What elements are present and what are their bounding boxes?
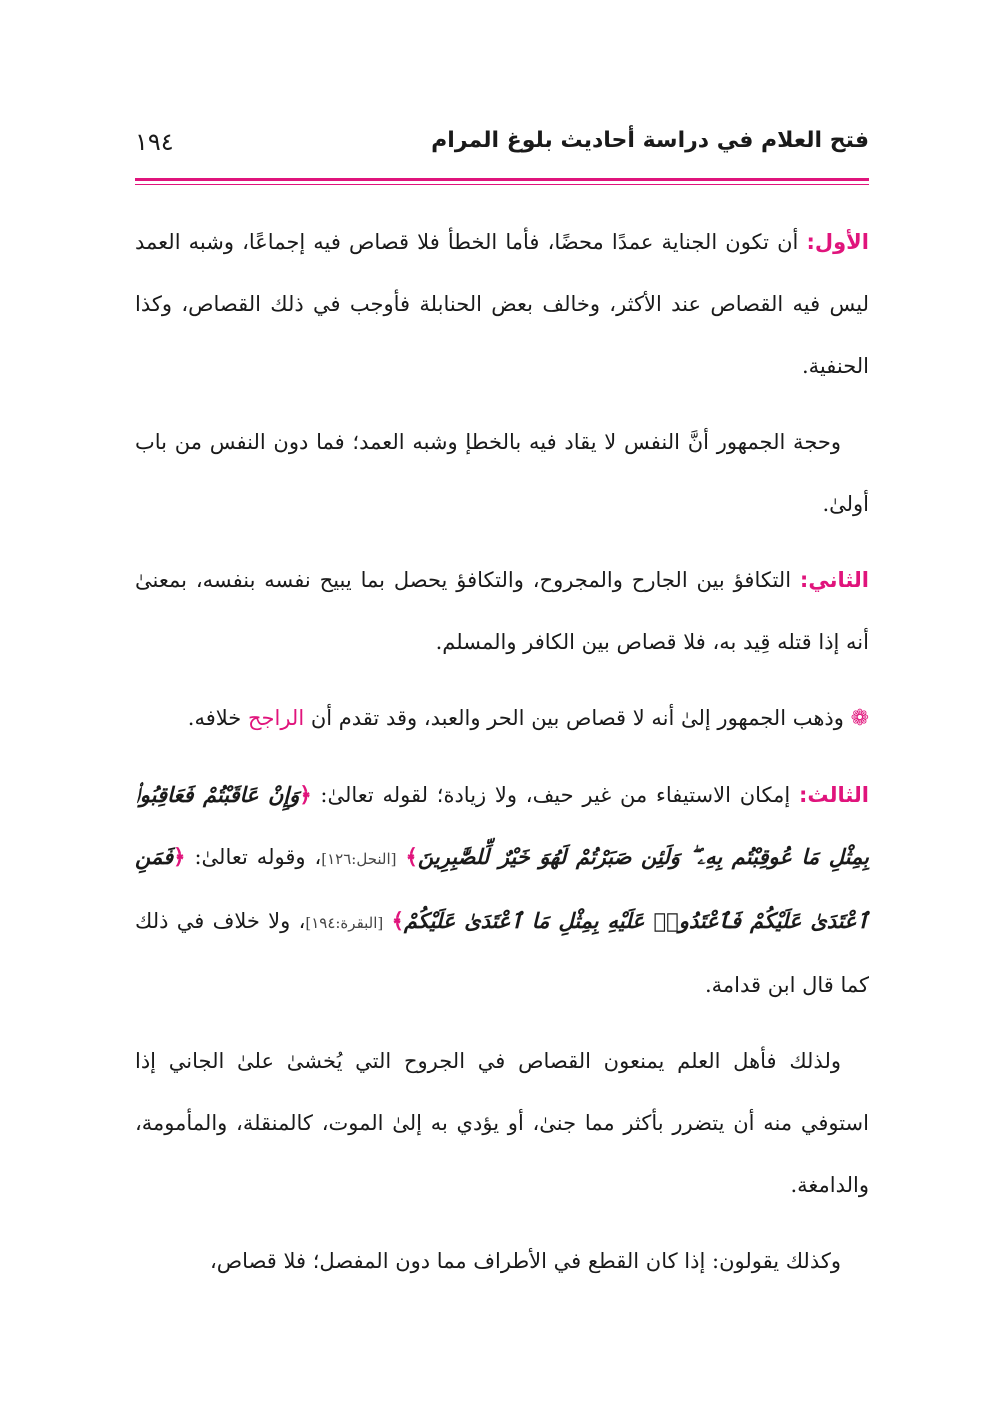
quran-verse-baqarah: فَمَنِ ٱعْتَدَىٰ عَلَيْكُمْ فَٱعْتَدُوا۟ عَلَيْهِ بِمِثْلِ مَا ٱعْتَدَىٰ عَلَيْكُمْ — [135, 844, 869, 933]
paragraph-free-slave — [135, 687, 869, 750]
paragraph-text: أن تكون الجناية عمدًا محضًا، فأما الخطأ فلا قصاص فيه إجماعًا، وشبه العمد ليس فيه القصاص عند الأكثر، وخالف بعض الحنابلة فأوجب في ذلك القصاص، وكذا الحنفية. — [135, 230, 869, 378]
highlight-rajih: الراجح — [247, 706, 305, 730]
header-rule-thin — [135, 184, 869, 185]
quran-open-bracket: ﴿ — [299, 782, 312, 807]
paragraph-text: ولذلك فأهل العلم يمنعون القصاص في الجروح التي يُخشىٰ علىٰ الجاني إذا استوفي منه أن يتضرر بأكثر مما جنىٰ، أو يؤدي به إلىٰ الموت، كالمنقلة، والمأمومة، والدامغة. — [135, 1049, 869, 1197]
quran-close-bracket: ﴾ — [391, 908, 404, 933]
paragraph-text: وذهب الجمهور إلىٰ أنه لا قصاص بين الحر والعبد، وقد تقدم أن — [304, 706, 851, 730]
page-body — [135, 211, 869, 1292]
paragraph-text: ، وقوله تعالىٰ: — [185, 845, 322, 869]
verse-reference-baqarah: [البقرة:١٩٤] — [305, 914, 384, 932]
lead-second: الثاني: — [799, 568, 869, 592]
paragraph-text: وحجة الجمهور أنَّ النفس لا يقاد فيه بالخطإ وشبه العمد؛ فما دون النفس من باب أولىٰ. — [135, 430, 869, 516]
paragraph-text: التكافؤ بين الجارح والمجروح، والتكافؤ يحصل بما يبيح نفسه بنفسه، بمعنىٰ أنه إذا قتله قِيد به، فلا قصاص بين الكافر والمسلم. — [135, 568, 869, 654]
paragraph-text: ، ولا خلاف في ذلك كما قال ابن قدامة. — [135, 909, 869, 997]
flower-ornament-icon: ❁ — [850, 706, 869, 731]
paragraph-limbs — [135, 1230, 869, 1292]
paragraph-text: وكذلك يقولون: إذا كان القطع في الأطراف مما دون المفصل؛ فلا قصاص، — [210, 1249, 841, 1273]
quran-verse-nahl: وَإِنْ عَاقَبْتُمْ فَعَاقِبُوا۟ بِمِثْلِ مَا عُوقِبْتُم بِهِۦ ۖ وَلَئِن صَبَرْتُمْ لَهُوَ خَيْرٌ لِّلصَّٰبِرِينَ — [135, 782, 869, 869]
quran-open-bracket: ﴿ — [173, 844, 186, 869]
book-page — [135, 118, 869, 1306]
paragraph-majority-argument — [135, 411, 869, 535]
page-header — [135, 118, 869, 166]
header-rule — [135, 178, 869, 181]
lead-third: الثالث: — [798, 783, 869, 807]
paragraph-third-condition — [135, 764, 869, 1016]
paragraph-text: خلافه. — [187, 706, 248, 730]
paragraph-second-condition — [135, 549, 869, 673]
lead-first: الأول: — [806, 230, 869, 254]
page-number: ١٩٤ — [135, 128, 174, 156]
verse-reference-nahl: [النحل:١٢٦] — [321, 850, 397, 868]
quran-close-bracket: ﴾ — [405, 844, 418, 869]
paragraph-text: إمكان الاستيفاء من غير حيف، ولا زيادة؛ لقوله تعالىٰ: — [311, 783, 799, 807]
book-title: فتح العلام في دراسة أحاديث بلوغ المرام — [431, 128, 869, 153]
paragraph-wounds — [135, 1030, 869, 1216]
paragraph-first-condition — [135, 211, 869, 397]
